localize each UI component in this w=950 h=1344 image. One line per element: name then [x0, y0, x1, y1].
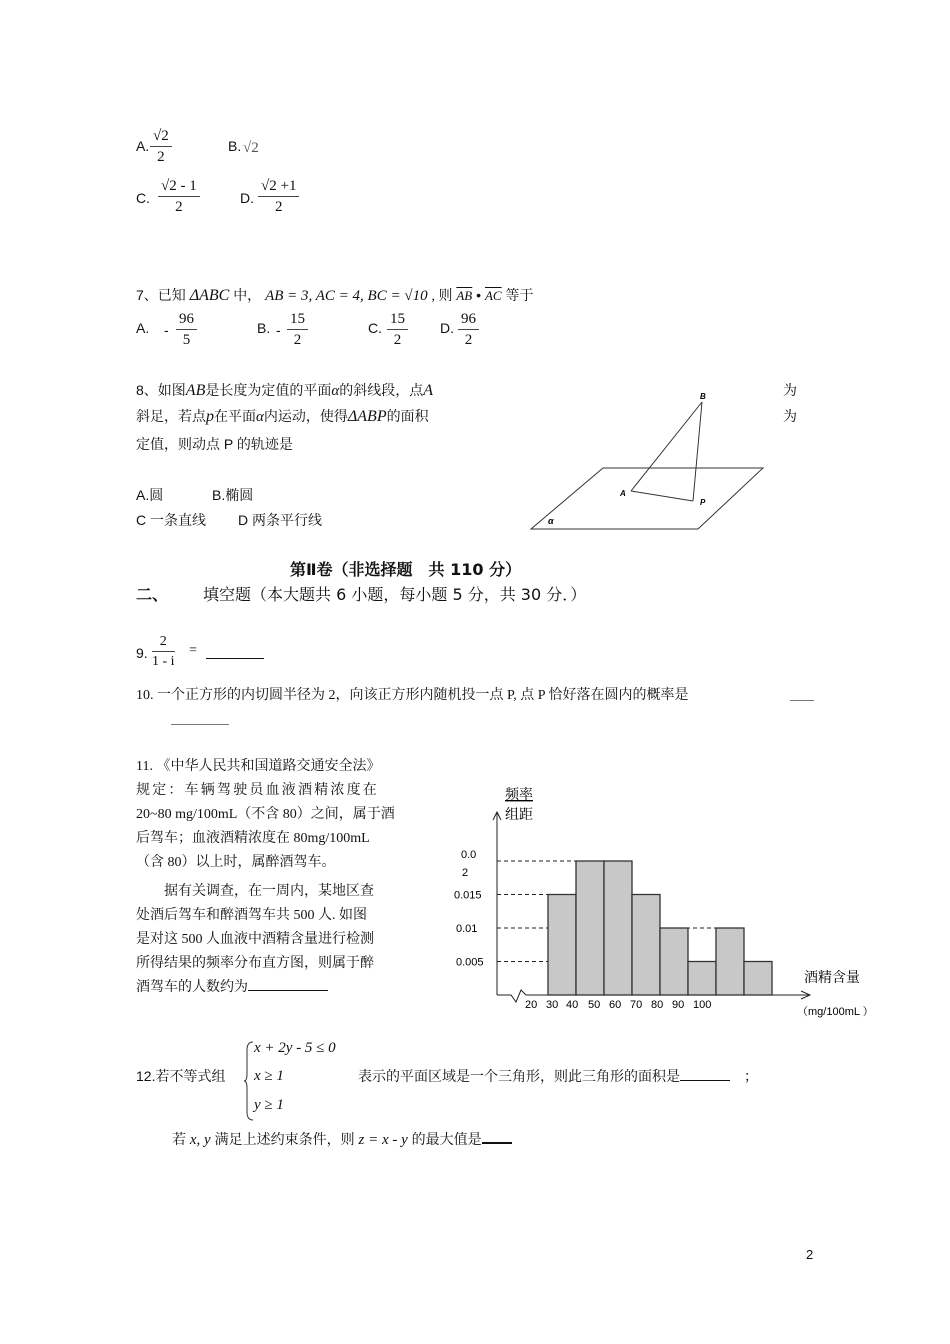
x-tick-label-1: 30	[546, 999, 559, 1011]
q8-line-2-end: 为	[783, 408, 797, 424]
part-2-title: 填空题（本大题共 6 小题，每小题 5 分，共 30 分．）	[203, 585, 587, 604]
label-alpha: α	[548, 516, 554, 526]
q9-label: 9.	[136, 645, 148, 661]
segment-ap	[631, 491, 693, 501]
q9-fraction: $\frac{2}{1 - i}$	[152, 634, 175, 669]
x-tick-label-3: 50	[588, 999, 601, 1011]
histogram-bar-3	[632, 895, 660, 996]
histogram-bars	[548, 861, 772, 995]
q12-inequality-1: x + 2y - 5 ≤ 0	[254, 1040, 336, 1056]
q9-equals: =	[189, 643, 197, 658]
y-tick-label-2: 0.015	[454, 889, 482, 902]
q7-stem: 7、已知 ΔABC 中， AB = 3, AC = 4, BC = √10 , 则 $\overline{AB}$ • $\overline{AC}$ 等于	[136, 287, 534, 304]
x-tick-label-5: 70	[630, 999, 643, 1011]
q7-option-a-sign: -	[164, 322, 169, 338]
q7-option-a-fraction: $\frac{96}{5}$	[176, 311, 197, 349]
q12-text: 表示的平面区域是一个三角形，则此三角形的面积是 ；	[358, 1068, 758, 1084]
plane-alpha	[531, 468, 763, 529]
x-tick-label-4: 60	[609, 999, 622, 1011]
histogram-bar-5	[688, 962, 716, 996]
histogram-y-ticks	[454, 849, 484, 969]
q7-option-b-sign: -	[276, 322, 281, 338]
histogram-bar-1	[576, 861, 604, 995]
q8-line-3: 定值，则动点 P 的轨迹是	[136, 436, 293, 452]
q8-line-1-end: 为	[783, 382, 797, 398]
q11-paragraph-1	[136, 755, 441, 875]
q11-line: 是对这 500 人血液中酒精含量进行检测	[136, 932, 374, 947]
segment-ab	[631, 402, 702, 491]
q12-answer-blank-1[interactable]	[680, 1066, 730, 1081]
histogram-bar-7	[744, 962, 772, 996]
q6-option-a-fraction: $\frac{√2}{2}$	[150, 128, 172, 166]
x-axis-unit: （mg/100mL ）	[797, 1006, 874, 1018]
q11-paragraph-2	[136, 880, 441, 1000]
section-2-title: 第Ⅱ卷（非选择题 共 110 分）	[290, 560, 522, 579]
q8-figure	[528, 385, 768, 535]
q11-line: 所得结果的频率分布直方图，则属于醉	[136, 956, 374, 971]
y-tick-label-1: 0.01	[456, 923, 478, 935]
q6-option-d-label: D.	[240, 190, 254, 206]
y-axis-label-top: 频率	[505, 786, 533, 802]
histogram-bar-2	[604, 861, 632, 995]
q11-line: 后驾车；血液酒精浓度在 80mg/100mL	[136, 831, 370, 846]
q8-line-1: 8、如图AB是长度为定值的平面α的斜线段，点A	[136, 382, 433, 399]
q11-line: 20~80 mg/100mL（不含 80）之间，属于酒	[136, 807, 395, 822]
q10-answer-blank-1[interactable]	[790, 684, 814, 701]
q11-line: 据有关调查，在一周内，某地区查	[164, 884, 374, 899]
q12-inequality-3: y ≥ 1	[254, 1097, 284, 1113]
label-p: P	[700, 498, 706, 507]
q10-text: 10. 一个正方形的内切圆半径为 2，向该正方形内随机投一点 P, 点 P 恰好落在圆内的概率是	[136, 688, 689, 703]
x-tick-label-2: 40	[566, 999, 579, 1011]
q12-label: 12.若不等式组	[136, 1068, 226, 1084]
segment-bp	[693, 402, 702, 501]
q11-line: （含 80）以上时，属醉酒驾车。	[136, 855, 336, 870]
q7-option-c-fraction: $\frac{15}{2}$	[387, 311, 408, 349]
q6-option-c-fraction: $\frac{√2 - 1}{2}$	[158, 178, 200, 216]
q7-option-d-label: D.	[440, 320, 454, 336]
q7-option-d-fraction: $\frac{96}{2}$	[458, 311, 479, 349]
q9-answer-blank[interactable]	[206, 643, 264, 659]
q6-option-b-label: B.	[228, 138, 242, 154]
q7-option-a-label: A.	[136, 320, 150, 336]
q11-answer-blank[interactable]	[248, 976, 328, 991]
y-tick-label-0: 0.005	[456, 956, 484, 969]
histogram-bar-6	[716, 928, 744, 995]
label-a: A	[620, 489, 626, 498]
q7-option-b-fraction: $\frac{15}{2}$	[287, 311, 308, 349]
q10-answer-blank-2[interactable]	[171, 710, 229, 725]
histogram	[445, 782, 890, 1022]
q8-line-2: 斜足，若点p在平面α内运动，使得ΔABP的面积	[136, 408, 429, 425]
x-tick-label-8: 100	[693, 999, 712, 1011]
histogram-bar-0	[548, 895, 576, 996]
q12-inequality-2: x ≥ 1	[254, 1068, 284, 1084]
x-tick-label-6: 80	[651, 999, 664, 1011]
q6-option-d-fraction: $\frac{√2 +1}{2}$	[258, 178, 299, 216]
x-tick-label-0: 20	[525, 999, 538, 1011]
x-axis-label: 酒精含量	[804, 969, 860, 985]
q11-line: 酒驾车的人数约为	[136, 976, 441, 1000]
part-2-number: 二、	[136, 585, 169, 604]
q12-line-2: 若 x, y 满足上述约束条件，则 z = x - y 的最大值是	[172, 1128, 512, 1149]
x-tick-label-7: 90	[672, 999, 685, 1011]
y-axis-label-bottom: 组距	[505, 806, 533, 822]
q8-option-d: D 两条平行线	[238, 512, 322, 528]
q8-option-b: B.椭圆	[212, 487, 254, 503]
q7-option-b-label: B.	[257, 320, 271, 336]
q11-line: 处酒后驾车和醉酒驾车共 500 人. 如图	[136, 908, 367, 923]
histogram-x-ticks	[525, 999, 711, 1011]
y-tick-label-4: 2	[462, 867, 469, 879]
q6-option-a-label: A.	[136, 138, 150, 154]
q11-line: 规定：车辆驾驶员血液酒精浓度在	[136, 783, 379, 798]
page-number: 2	[806, 1247, 814, 1262]
q6-option-c-label: C.	[136, 190, 150, 206]
q11-line: 11. 《中华人民共和国道路交通安全法》	[136, 759, 381, 774]
q8-option-c: C 一条直线	[136, 512, 206, 528]
q7-option-c-label: C.	[368, 320, 382, 336]
q8-option-a: A.圆	[136, 487, 164, 503]
q12-answer-blank-2[interactable]	[482, 1128, 512, 1144]
histogram-bar-4	[660, 928, 688, 995]
y-tick-label-3: 0.0	[461, 849, 477, 861]
q6-option-b-expr: √2	[243, 140, 259, 156]
label-b: B	[700, 392, 706, 401]
